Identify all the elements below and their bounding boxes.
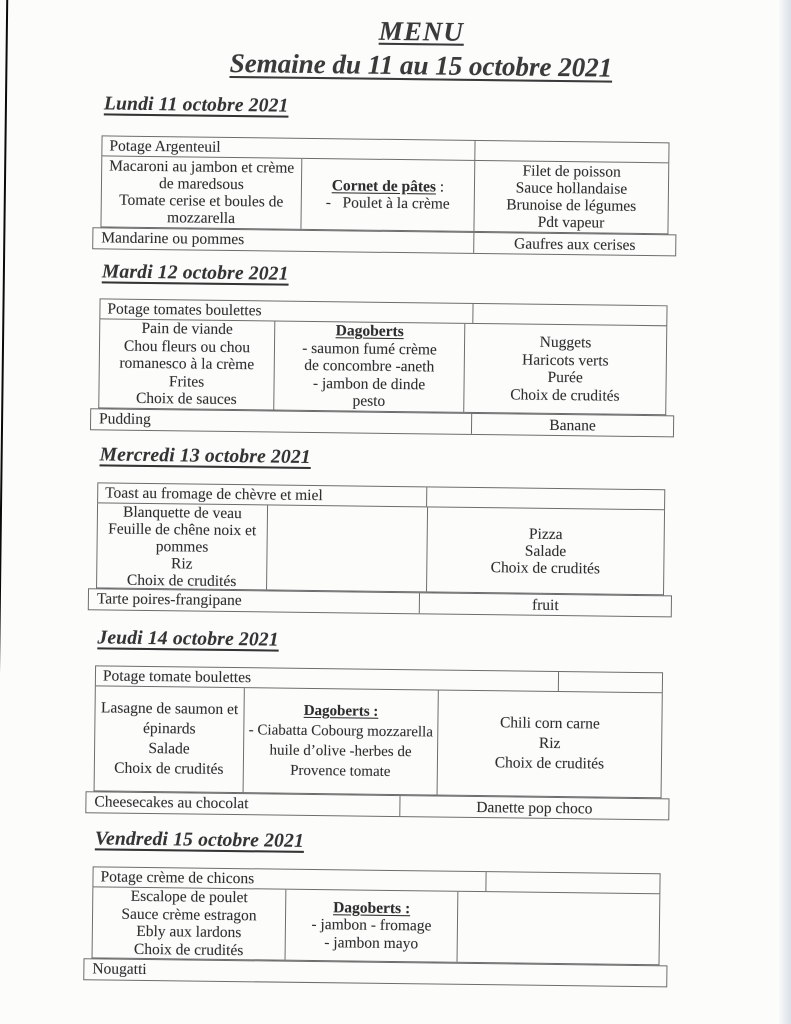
sandwich-cell	[301, 159, 475, 231]
soup-cell: Potage tomate boulettes	[96, 666, 559, 691]
option-cell: Chili corn carne Riz Choix de crudités	[494, 714, 605, 773]
dessert-right-cell: Danette pop choco	[476, 799, 593, 818]
soup-side-cell	[559, 672, 662, 692]
dessert-left-cell: Pudding	[91, 409, 472, 434]
sandwich-items: - Poulet à la crème	[325, 194, 450, 213]
main-row	[96, 503, 665, 595]
day-heading: Vendredi 15 octobre 2021	[94, 828, 305, 852]
option-cell: Pizza Salade Choix de crudités	[490, 525, 601, 578]
dessert-right-cell: Gaufres aux cerises	[513, 235, 636, 254]
dessert-right-cell: Banane	[549, 416, 596, 435]
sandwich-cell	[286, 890, 459, 962]
soup-side-cell	[475, 141, 668, 162]
option-cell: Filet de poisson Sauce hollandaise Brunoise de légumes Pdt vapeur	[506, 162, 637, 232]
soup-cell: Toast au fromage de chèvre et miel	[98, 483, 427, 506]
dessert-full-cell: Nougatti	[92, 960, 147, 978]
main-row	[94, 686, 663, 798]
scan-edge-right	[778, 0, 791, 1024]
soup-cell: Potage crème de chicons	[93, 867, 486, 891]
soup-side-cell	[486, 872, 659, 893]
menu-table	[91, 866, 660, 987]
day-heading: Jeudi 14 octobre 2021	[97, 627, 279, 651]
sandwich-cell	[274, 322, 465, 412]
day-heading: Mercredi 13 octobre 2021	[99, 444, 311, 468]
soup-side-cell	[427, 487, 664, 509]
menu-table	[93, 665, 663, 820]
main-dish-cell: Lasagne de saumon et épinards Salade Choix de crudités	[95, 686, 245, 792]
dessert-right-cell: fruit	[531, 596, 559, 615]
menu-table	[100, 135, 669, 256]
sandwich-title: Cornet de pâtes	[331, 177, 437, 196]
day-heading: Mardi 12 octobre 2021	[101, 261, 289, 285]
sandwich-title: Dagoberts	[335, 322, 404, 341]
main-row	[92, 887, 661, 965]
sandwich-title: Dagoberts :	[303, 702, 379, 720]
main-row	[98, 319, 667, 415]
dessert-left-cell: Mandarine ou pommes	[93, 228, 474, 253]
sandwich-items: - Ciabatta Cobourg mozzarella huile d’olive -herbes de Provence tomate	[248, 722, 434, 780]
main-dish-cell: Macaroni au jambon et crème de maredsous Tomate cerise et boules de mozzarella	[101, 156, 302, 228]
page-subtitle: Semaine du 11 au 15 octobre 2021	[229, 47, 613, 83]
sandwich-cell-empty	[267, 505, 428, 591]
page-title: MENU	[378, 15, 465, 47]
sandwich-title-suffix: :	[435, 178, 445, 196]
menu-header	[5, 11, 791, 86]
option-cell: Nuggets Haricots verts Purée Choix de crudités	[510, 333, 620, 405]
sandwich-cell	[244, 688, 439, 794]
sandwich-items: - jambon - fromage - jambon mayo	[311, 916, 432, 953]
menu-table	[96, 482, 666, 617]
dessert-left-cell: Cheesecakes au chocolat	[86, 792, 400, 816]
sandwich-heading	[286, 898, 457, 918]
main-row	[100, 156, 669, 234]
soup-side-cell	[473, 304, 666, 325]
main-dish-cell: Blanquette de veau Feuille de chêne noix et pommes Riz Choix de crudités	[97, 503, 268, 589]
sandwich-heading	[244, 700, 437, 722]
main-dish-cell: Escalope de poulet Sauce crème estragon Ebly aux lardons Choix de crudités	[93, 887, 287, 959]
sandwich-heading	[302, 177, 474, 196]
soup-cell: Potage Argenteuil	[102, 136, 475, 160]
sandwich-title: Dagoberts :	[333, 899, 411, 917]
day-heading: Lundi 11 octobre 2021	[103, 93, 289, 117]
sandwich-items: - saumon fumé crème de concombre -aneth - jambon de dinde pesto	[302, 339, 437, 411]
menu-table	[98, 298, 668, 437]
sandwich-heading	[275, 322, 464, 342]
soup-cell: Potage tomates boulettes	[100, 299, 473, 323]
scan-edge-left	[0, 0, 8, 997]
main-dish-cell: Pain de viande Chou fleurs ou chou romanesco à la crème Frites Choix de sauces	[99, 319, 275, 409]
option-cell-empty	[458, 892, 660, 964]
dessert-left-cell: Tarte poires-frangipane	[89, 589, 420, 613]
